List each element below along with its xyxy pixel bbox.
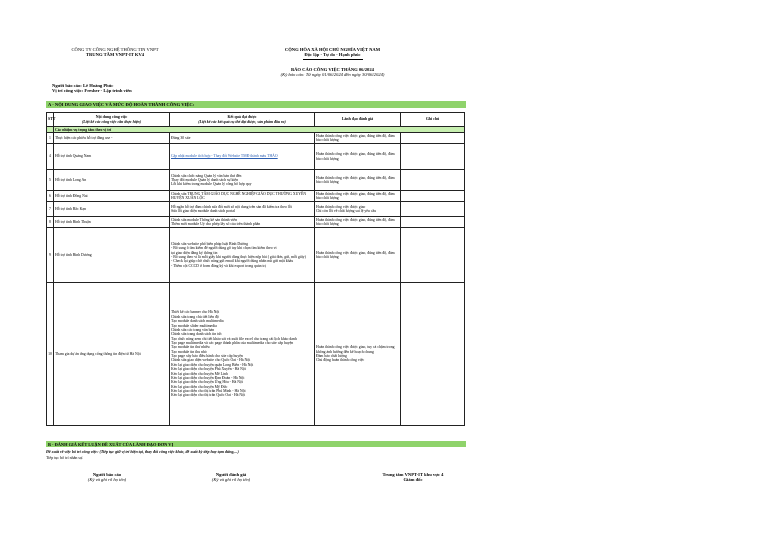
proposal-block	[46, 450, 239, 460]
signature-reporter-title: Người báo cáo	[92, 472, 122, 477]
report-period: (Kỳ báo cáo: Từ ngày 01/06/2024 đến ngày 30/06/2024)	[280, 72, 385, 78]
row-review: Hoàn thành công việc được giao, đúng tiến độ, đảm bảo chất lượng	[315, 170, 401, 191]
row-result: Chỉnh sửa module Thống kê sản thành viên Thêm mới module Uỷ cho phép lấy số của trên thành phần	[170, 217, 315, 228]
header-task-sub: (Liệt kê các công việc cần thực hiện)	[81, 119, 142, 124]
national-header	[250, 47, 415, 60]
row-task: Hỗ trợ tỉnh Bình Thuận	[54, 217, 170, 228]
signature-reporter	[52, 472, 162, 483]
center-name: TRUNG TÂM VNPT-IT KV4	[85, 52, 145, 58]
signature-reviewer-note: (Ký và ghi rõ họ tên)	[211, 477, 251, 483]
row-review: Hoàn thành công việc được giao Chỉ còn lỗi về chất lượng sai lệ yêu cầu	[315, 202, 401, 217]
signature-reviewer	[176, 472, 286, 483]
row-stt: 6	[47, 191, 54, 202]
table-row	[47, 283, 465, 426]
group-title: Các nhiệm vụ trọng tâm theo vị trí	[54, 127, 465, 133]
table-row	[47, 228, 465, 283]
reporter-position: Vị trí công việc: Fresher - Lập trình viên	[52, 88, 132, 94]
row-note	[401, 283, 465, 426]
row-result: Chỉnh sửa chức năng Quản lý văn bản thư đến Thay đổi module Quản lý danh sách sự kiện Lỗi khi kiểm trong module Quản lý công bố hợp quy	[170, 170, 315, 191]
row-stt: 5	[47, 170, 54, 191]
row-result: Đúng 30 site	[170, 133, 315, 144]
row-result: Chỉnh sửa website phổ biến pháp luật Bình Dương - Bổ sung ô tìm kiếm để người dùng gõ tay khi chọn tìm kiếm theo vi tại giao diện đăng ký thông tin - Bổ sung theo vi là mỗi giấy khi người dùng thực hiện nộp bài ( giải đơn, gửi, mỗi giấy) - Check lại giúp chờ chức năng gửi email khi người dùng nhấn nút gửi mật khẩu - Thêm cột CCCD ở form đăng ký và khi export trong quản trị	[170, 228, 315, 283]
row-result: Chỉnh sửa TRUNG TÂM GIÁO DỤC NGHỀ NGHIỆP GIÁO DỤC THƯỜNG XUYÊN HUYỆN XUÂN LỘC	[170, 191, 315, 202]
row-task: Hỗ trợ tỉnh Long An	[54, 170, 170, 191]
proposal-answer: Tiếp tục bố trí nhân sự.	[46, 454, 84, 460]
row-task: Hỗ trợ tỉnh Bình Dương	[54, 228, 170, 283]
row-note	[401, 144, 465, 170]
signature-reviewer-title: Người đánh giá	[215, 472, 247, 477]
row-task: Hỗ trợ tỉnh Bắc Kạn	[54, 202, 170, 217]
header-note: Ghi chú	[401, 113, 465, 127]
row-stt: 1	[47, 133, 54, 144]
table-row	[47, 202, 465, 217]
row-note	[401, 217, 465, 228]
table-row	[47, 144, 465, 170]
table-row	[47, 170, 465, 191]
reporter-info	[52, 83, 132, 94]
signature-director-title: Trung tâm VNPT-IT khu vực 4	[382, 472, 444, 477]
table-row	[47, 133, 465, 144]
row-note	[401, 133, 465, 144]
header-result	[170, 113, 315, 127]
row-review: Hoàn thành công việc được giao, tuy cả chậm trong không ảnh hưởng đến kế hoạch chung Đảm bảo chất lượng Chủ động hoàn thành công việc	[315, 283, 401, 426]
header-task-main: Nội dung công việc	[95, 115, 128, 120]
row-review: Hoàn thành công việc được giao, đúng tiến độ, đảm bảo chất lượng	[315, 144, 401, 170]
header-review: Lãnh đạo đánh giá	[315, 113, 401, 127]
header-result-main: Kết quả đạt được	[227, 115, 257, 120]
row-review: Hoàn thành công việc được giao, đúng tiến độ, đảm bảo chất lượng	[315, 133, 401, 144]
signature-reporter-note: (Ký và ghi rõ họ tên)	[87, 477, 127, 483]
row-note	[401, 191, 465, 202]
row-note	[401, 170, 465, 191]
report-title: BÁO CÁO CÔNG VIỆC THÁNG 06/2024	[291, 67, 374, 72]
company-name: CÔNG TY CÔNG NGHỆ THÔNG TIN VNPT	[71, 47, 159, 52]
header-stt: STT	[47, 113, 54, 127]
section-a-title: A - NỘI DUNG GIAO VIỆC VÀ MỨC ĐỘ HOÀN THÀNH CÔNG VIỆC:	[46, 101, 466, 108]
row-note	[401, 202, 465, 217]
row-result: Hỗ ngắn hỗ trợ đảm chỉnh sửa đổi mới số nội dung trên sàn đã kiểm tra theo lỗi Sửa lỗi giao diện module danh sách portal	[170, 202, 315, 217]
table-header-row	[47, 113, 465, 127]
row-review: Hoàn thành công việc được giao, đúng tiến độ, đảm bảo chất lượng	[315, 191, 401, 202]
motto-underline	[303, 59, 363, 60]
header-task	[54, 113, 170, 127]
row-result: Cập nhật module tích hợp - Thay đổi Website TMĐ thành màu THẢO	[170, 144, 315, 170]
table-row	[47, 191, 465, 202]
signature-director	[358, 472, 468, 483]
work-table	[46, 112, 465, 426]
organization-header	[40, 47, 190, 58]
row-task: Hỗ trợ tỉnh Quảng Nam	[54, 144, 170, 170]
nation-title: CỘNG HÒA XÃ HỘI CHỦ NGHĨA VIỆT NAM	[284, 47, 381, 52]
row-stt: 7	[47, 202, 54, 217]
row-stt: 10	[47, 283, 54, 426]
row-review: Hoàn thành công việc được giao, đúng tiến độ, đảm bảo chất lượng	[315, 217, 401, 228]
table-row	[47, 217, 465, 228]
reporter-name: Người báo cáo: Lê Hoàng Phúc	[52, 83, 114, 88]
row-result: Thiết kế các banner cho Hà Nội Chỉnh sửa trang chủ tiết liên độ Tạo module danh sách multimedia Tạo module slider multimedia Chỉnh sửa các trang văn bản Chỉnh sửa trang danh sách tin tức Tạo chức năng xem chi tiết khảo sát và xuất file excel cho trang cài lịch khảo danh Tạo page multimedia và các page thành phần của multimedia cho site cấp huyện Tạo module tin thư nhiều Tạo module tin thu nhỏ Tạo page xây bảo điều hành cho site cấp huyện Chỉnh sửa giao diện website cho Quốc Oai - Hà Nội Kéo lại giao diện cho huyện quận Long Biên - Hà Nội Kéo lại giao diện cho huyện Phú Xuyên - Hà Nội Kéo lại giao diện cho huyện Mê Linh Kéo lại giao diện cho huyện Đan Đoàn - Hà Nội Kéo lại giao diện cho huyện Ứng Hòa - Hà Nội Kéo lại giao diện cho huyện Mỹ Đức Kéo lại giao diện cho thị trấn Phú Minh - Hà Nội Kéo lại giao diện cho thị trấn Quốc Oai - Hà Nội	[170, 283, 315, 426]
signature-director-role: Giám đốc	[403, 477, 423, 483]
nation-motto: Độc lập - Tự do - Hạnh phúc	[304, 52, 361, 58]
row-stt: 8	[47, 217, 54, 228]
row-task: Thực hiện các phiếu hỗ trợ đăng use -	[54, 133, 170, 144]
row-review: Hoàn thành công việc được giao, đúng tiến độ, đảm bảo chất lượng	[315, 228, 401, 283]
report-heading	[250, 67, 415, 78]
row-stt: 9	[47, 228, 54, 283]
header-result-sub: (Liệt kê các kết quả cụ thể đạt được, sản phẩm đầu ra)	[198, 119, 286, 124]
row-stt: 4	[47, 144, 54, 170]
row-task: Hỗ trợ tỉnh Đồng Nai	[54, 191, 170, 202]
section-b-title: B - ĐÁNH GIÁ KẾT LUẬN ĐỀ XUẤT CỦA LÃNH ĐẠO ĐƠN VỊ	[46, 441, 466, 447]
row-note	[401, 228, 465, 283]
proposal-question: Đề xuất về việc bố trí công việc: (Tiếp tục giữ vị trí hiện tại, thay đổi công việc khác, đề xuất kỳ tiếp huy tạm dừng,...)	[46, 449, 239, 454]
row-task: Tham gia dự án ứng dụng cổng thông tin điện tử Hà Nội	[54, 283, 170, 426]
